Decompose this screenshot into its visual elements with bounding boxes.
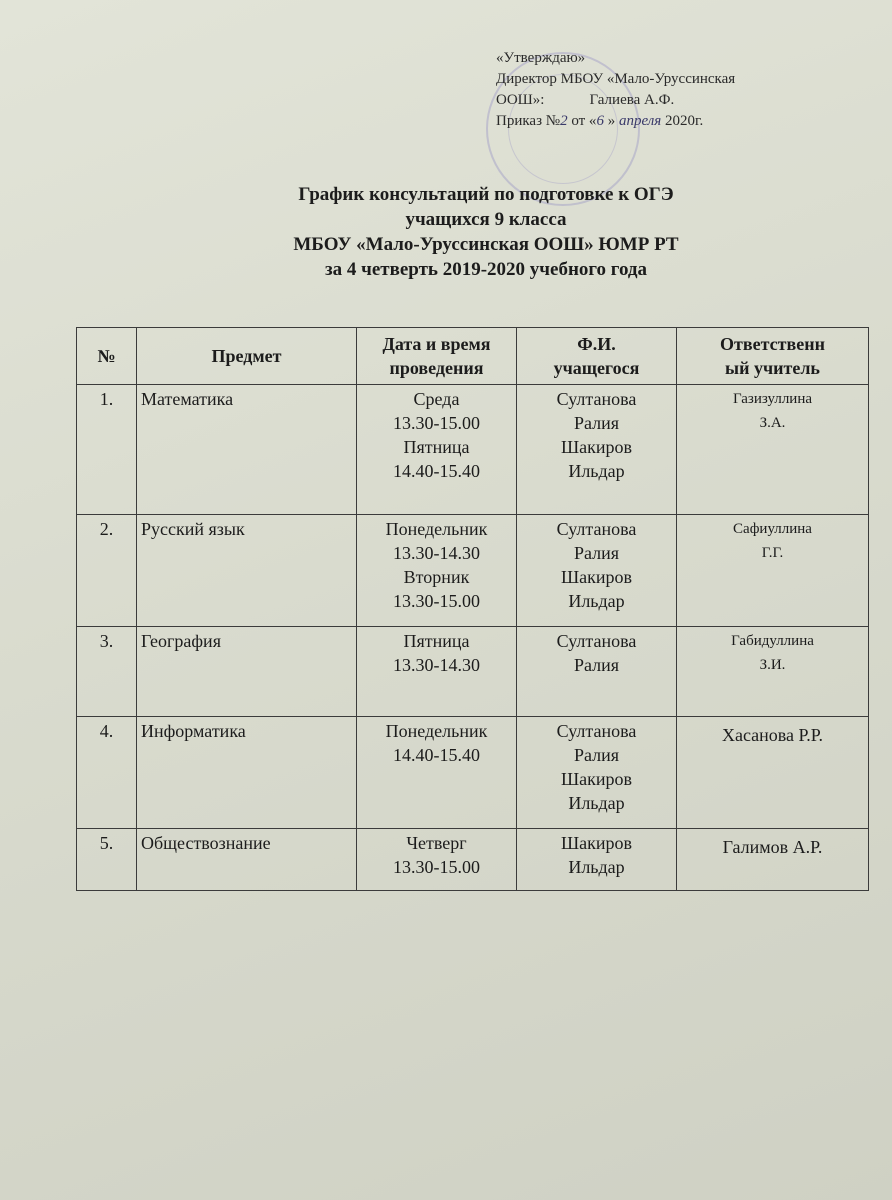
teacher-line: Сафиуллина — [733, 521, 812, 537]
approval-signer-name: Галиева А.Ф. — [589, 92, 675, 108]
row-times — [357, 717, 517, 829]
row-subject: Русский язык — [137, 515, 357, 627]
student-line: Ильдар — [568, 591, 625, 611]
header-datetime-1: Дата и время — [382, 334, 491, 354]
student-line: Ралия — [573, 413, 620, 433]
approval-director: Директор МБОУ «Мало-Уруссинская — [496, 71, 736, 87]
student-line: Ильдар — [568, 857, 625, 877]
time-line: 14.40-15.40 — [393, 461, 480, 481]
row-subject: Обществознание — [137, 829, 357, 891]
teacher-line: Хасанова Р.Р. — [721, 725, 824, 745]
header-datetime-2: проведения — [389, 358, 484, 378]
student-line: Султанова — [556, 631, 637, 651]
table-row — [77, 829, 869, 891]
row-teacher — [677, 829, 869, 891]
time-line: Понедельник — [385, 519, 488, 539]
header-teacher-2: ый учитель — [725, 358, 820, 378]
time-line: Пятница — [403, 631, 470, 651]
order-prefix: Приказ № — [496, 113, 561, 129]
student-line: Ралия — [573, 655, 620, 675]
student-line: Султанова — [556, 389, 637, 409]
order-year: 2020г. — [665, 113, 704, 129]
teacher-line: Габидуллина — [731, 633, 814, 649]
time-line: Понедельник — [385, 721, 488, 741]
approval-block — [496, 48, 876, 132]
header-num: № — [77, 328, 137, 385]
row-times — [357, 627, 517, 717]
teacher-line: З.А. — [759, 415, 786, 431]
row-num: 3. — [77, 627, 137, 717]
order-number: 2 — [560, 113, 568, 129]
table-header-row — [77, 328, 869, 385]
student-line: Шакиров — [560, 833, 633, 853]
row-subject: Информатика — [137, 717, 357, 829]
order-day: 6 — [596, 113, 604, 129]
row-num: 1. — [77, 385, 137, 515]
time-line: Среда — [413, 389, 460, 409]
row-times — [357, 385, 517, 515]
table-row — [77, 515, 869, 627]
row-students — [517, 717, 677, 829]
time-line: 13.30-15.00 — [393, 413, 480, 433]
table-row — [77, 385, 869, 515]
student-line: Шакиров — [560, 567, 633, 587]
order-month: апреля — [618, 113, 662, 129]
row-subject: Математика — [137, 385, 357, 515]
table-row — [77, 627, 869, 717]
student-line: Султанова — [556, 519, 637, 539]
header-student-1: Ф.И. — [577, 334, 616, 354]
time-line: Пятница — [403, 437, 470, 457]
student-line: Ильдар — [568, 461, 625, 481]
header-teacher — [677, 328, 869, 385]
time-line: Четверг — [406, 833, 467, 853]
row-teacher — [677, 627, 869, 717]
row-teacher — [677, 515, 869, 627]
header-student — [517, 328, 677, 385]
time-line: Вторник — [403, 567, 470, 587]
student-line: Ралия — [573, 543, 620, 563]
title-line-3: МБОУ «Мало-Уруссинская ООШ» ЮМР РТ — [293, 234, 679, 255]
student-line: Ралия — [573, 745, 620, 765]
time-line: 13.30-14.30 — [393, 543, 480, 563]
time-line: 13.30-14.30 — [393, 655, 480, 675]
schedule-table — [76, 327, 869, 891]
student-line: Ильдар — [568, 793, 625, 813]
row-num: 5. — [77, 829, 137, 891]
title-line-2: учащихся 9 класса — [405, 209, 567, 230]
row-num: 4. — [77, 717, 137, 829]
approval-order-line: Приказ №2 от «6 » апреля 2020г. — [496, 113, 704, 129]
approval-school-line — [496, 90, 876, 111]
teacher-line: З.И. — [759, 657, 786, 673]
student-line: Шакиров — [560, 437, 633, 457]
row-num: 2. — [77, 515, 137, 627]
time-line: 14.40-15.40 — [393, 745, 480, 765]
table-row — [77, 717, 869, 829]
approval-school: ООШ»: — [496, 92, 545, 108]
time-line: 13.30-15.00 — [393, 857, 480, 877]
teacher-line: Галимов А.Р. — [722, 837, 823, 857]
row-students — [517, 829, 677, 891]
header-student-2: учащегося — [553, 358, 640, 378]
row-students — [517, 515, 677, 627]
student-line: Султанова — [556, 721, 637, 741]
title-line-1: График консультаций по подготовке к ОГЭ — [298, 184, 674, 205]
row-subject: География — [137, 627, 357, 717]
header-teacher-1: Ответственн — [720, 334, 825, 354]
time-line: 13.30-15.00 — [393, 591, 480, 611]
row-students — [517, 627, 677, 717]
teacher-line: Газизуллина — [732, 391, 813, 407]
header-datetime — [357, 328, 517, 385]
row-teacher — [677, 385, 869, 515]
approval-heading: «Утверждаю» — [496, 50, 586, 66]
order-from: от « — [571, 113, 597, 129]
row-students — [517, 385, 677, 515]
row-times — [357, 515, 517, 627]
title-line-4: за 4 четверть 2019-2020 учебного года — [324, 259, 648, 280]
row-times — [357, 829, 517, 891]
row-teacher — [677, 717, 869, 829]
student-line: Шакиров — [560, 769, 633, 789]
signature — [548, 92, 586, 108]
header-subject: Предмет — [137, 328, 357, 385]
teacher-line: Г.Г. — [761, 545, 784, 561]
document-title — [0, 182, 892, 282]
